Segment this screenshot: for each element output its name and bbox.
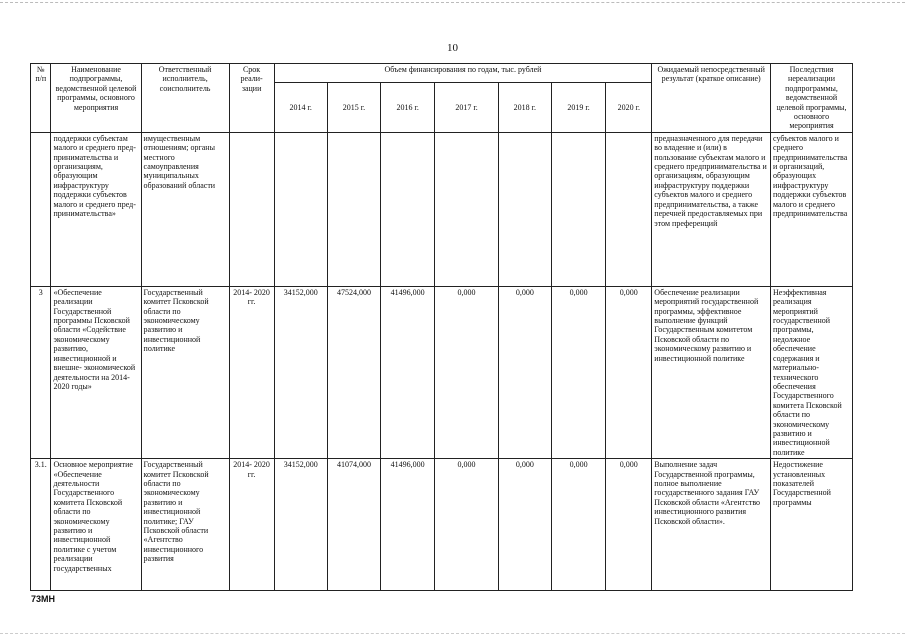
row-value <box>606 132 652 286</box>
row-value <box>381 132 435 286</box>
footer-code: 73МН <box>31 594 56 604</box>
header-consequences: Последствия нереализации подпрограммы, ведомственной целевой программы, основного мероприятия <box>771 64 853 133</box>
row-value <box>498 132 551 286</box>
row-consequences: Неэффективная реализация мероприятий государственной программы, недолжное обеспечение содержания и материально- технического обеспечения Государственного комитета Псковской области по экономическому развитию и инвестиционной политике <box>771 286 853 458</box>
header-name: Наименование подпрограммы, ведомственной целевой программы, основного мероприятия <box>51 64 141 133</box>
row-value: 0,000 <box>606 459 652 591</box>
header-year: 2015 г. <box>327 83 380 132</box>
row-name: «Обеспечение реализации Государственной программы Псковской области «Содействие экономическому развитию, инвестиционной и внешне- экономической деятельности на 2014-2020 годы» <box>51 286 141 458</box>
header-year: 2020 г. <box>606 83 652 132</box>
program-table <box>30 63 853 591</box>
row-num: 3.1. <box>31 459 51 591</box>
row-value: 0,000 <box>498 286 551 458</box>
row-name: Основное мероприятие «Обеспечение деятельности Государственного комитета Псковской области по экономическому развитию и инвестиционной политике с учетом реализации государственных <box>51 459 141 591</box>
header-year: 2019 г. <box>551 83 605 132</box>
row-value <box>551 132 605 286</box>
page-number: 10 <box>447 42 458 54</box>
row-expected: Обеспечение реализации мероприятий государственной программы, эффективное выполнение функций Государственным комитетом Псковской области по экономическому развитию и инвестиционной политике <box>652 286 771 458</box>
header-responsible: Ответственный исполнитель, соисполнитель <box>141 64 229 133</box>
row-value: 41496,000 <box>381 459 435 591</box>
table-row <box>31 459 853 591</box>
scan-edge-bottom <box>0 633 905 634</box>
header-year: 2017 г. <box>435 83 498 132</box>
row-num <box>31 132 51 286</box>
row-value: 41074,000 <box>327 459 380 591</box>
header-row-1 <box>31 64 853 83</box>
row-responsible: Государственный комитет Псковской области по экономическому развитию и инвестиционной политике <box>141 286 229 458</box>
row-term <box>229 132 274 286</box>
row-responsible: имущественным отношениям; органы местного самоуправления муниципальных образований области <box>141 132 229 286</box>
row-expected: Выполнение задач Государственной программы, полное выполнение государственного задания ГАУ Псковской области «Агентство инвестиционного развития Псковской области». <box>652 459 771 591</box>
row-value: 0,000 <box>551 459 605 591</box>
row-expected: предназначенного для передачи во владение и (или) в пользование субъектам малого и среднего предпринимательства и организациям, образующим инфраструктуру поддержки субъектов малого и среднего предпринимательства, а также перечней предоставляемых при этом преференций <box>652 132 771 286</box>
row-value: 0,000 <box>498 459 551 591</box>
table-row <box>31 132 853 286</box>
row-term: 2014- 2020 гг. <box>229 286 274 458</box>
row-value <box>327 132 380 286</box>
header-term: Срок реали- зации <box>229 64 274 133</box>
row-value: 0,000 <box>606 286 652 458</box>
header-num: № п/п <box>31 64 51 133</box>
row-value: 34152,000 <box>274 459 327 591</box>
row-consequences: субъектов малого и среднего предпринимательства и организаций, образующих инфраструктуру поддержки субъектов малого и среднего предпринимательства <box>771 132 853 286</box>
row-value: 34152,000 <box>274 286 327 458</box>
row-num: 3 <box>31 286 51 458</box>
row-value <box>435 132 498 286</box>
row-value <box>274 132 327 286</box>
row-value: 41496,000 <box>381 286 435 458</box>
row-value: 47524,000 <box>327 286 380 458</box>
row-term: 2014- 2020 гг. <box>229 459 274 591</box>
header-year: 2014 г. <box>274 83 327 132</box>
row-value: 0,000 <box>435 286 498 458</box>
row-value: 0,000 <box>551 286 605 458</box>
header-year: 2018 г. <box>498 83 551 132</box>
header-funding-group: Объем финансирования по годам, тыс. рублей <box>274 64 652 83</box>
row-consequences: Недостижение установленных показателей Государственной программы <box>771 459 853 591</box>
row-value: 0,000 <box>435 459 498 591</box>
scan-edge-top <box>0 2 905 3</box>
table-row <box>31 286 853 458</box>
row-responsible: Государственный комитет Псковской области по экономическому развитию и инвестиционной политике; ГАУ Псковской области «Агентство инвестиционного развития <box>141 459 229 591</box>
header-expected: Ожидаемый непосредственный результат (краткое описание) <box>652 64 771 133</box>
header-year: 2016 г. <box>381 83 435 132</box>
row-name: поддержки субъектам малого и среднего пред- принимательства и организациям, образующим инфраструктуру поддержки субъектов малого и среднего пред- принимательства» <box>51 132 141 286</box>
